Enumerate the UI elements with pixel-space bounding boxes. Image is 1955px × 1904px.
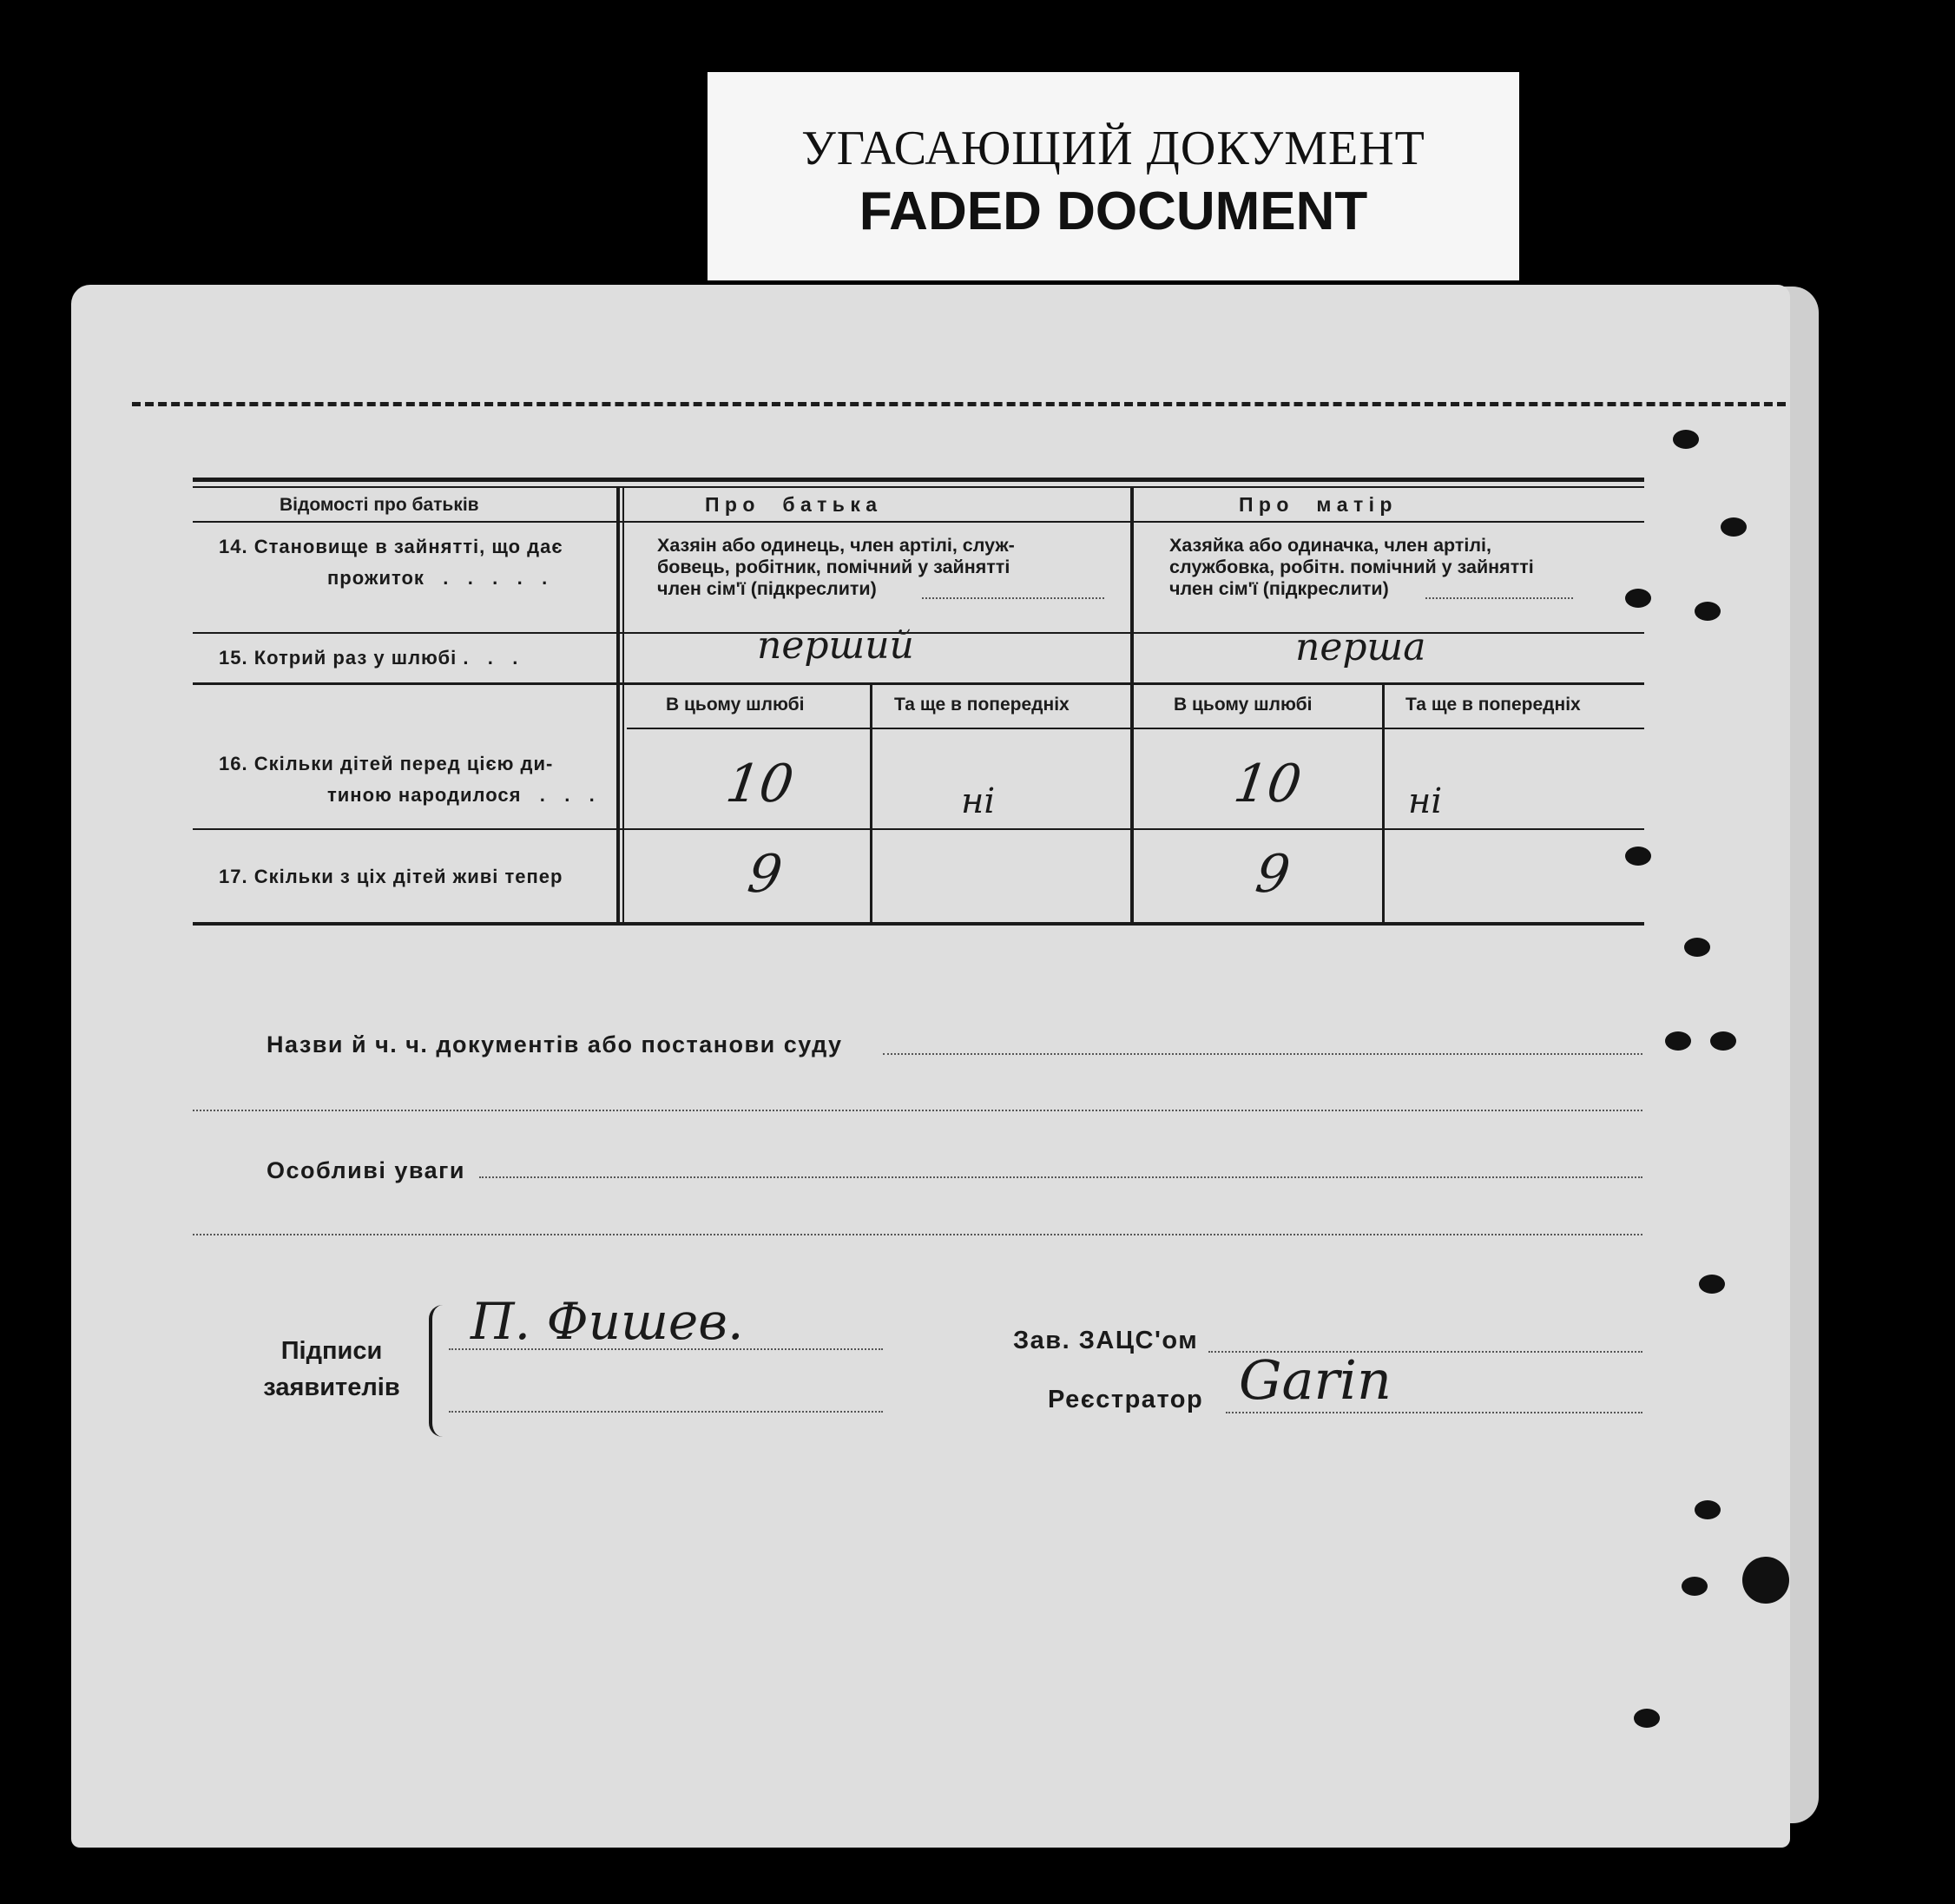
applicant-signature-line[interactable] <box>449 1411 883 1413</box>
table-rule <box>193 521 1644 523</box>
row14-father-line3: член сім'ї (підкреслити) <box>657 578 877 599</box>
table-border-top-inner <box>193 486 1644 488</box>
row16-father-this: 10 <box>722 754 798 814</box>
notes-fill-line[interactable] <box>479 1176 1642 1178</box>
punch-hole <box>1710 1031 1736 1051</box>
parents-info-table <box>193 478 1644 964</box>
applicants-signatures-label <box>245 1333 418 1406</box>
applicant-signature-line[interactable] <box>449 1348 883 1350</box>
row14-mother-line3: член сім'ї (підкреслити) <box>1169 578 1389 599</box>
punch-hole <box>1721 517 1747 537</box>
table-rule <box>193 632 1644 634</box>
row15-label: 15. Котрий раз у шлюбі . . . <box>219 647 519 669</box>
row14-father-line1: Хазяін або одинець, член артілі, служ- <box>657 535 1015 556</box>
table-border-bottom <box>193 922 1644 926</box>
row17-label: 17. Скільки з ціх дітей живі тепер <box>219 866 563 887</box>
label-english: FADED DOCUMENT <box>859 181 1368 241</box>
punch-hole <box>1695 602 1721 621</box>
row16-mother-previous: ні <box>1408 781 1443 821</box>
table-rule <box>193 828 1644 830</box>
document-page <box>71 285 1790 1848</box>
punch-hole <box>1634 1709 1660 1728</box>
table-rule <box>193 682 1644 685</box>
table-border-top <box>193 478 1644 482</box>
subheader-father-this-marriage: В цьому шлюбі <box>666 695 805 715</box>
header-father: П р о б а т ь к а <box>705 493 878 516</box>
notes-fill-line[interactable] <box>193 1234 1642 1235</box>
row15-father-value: перший <box>757 623 914 668</box>
punch-hole <box>1684 938 1710 957</box>
table-rule <box>627 728 1644 729</box>
faded-document-label <box>708 72 1519 280</box>
applicants-label-line2: заявителів <box>263 1374 400 1401</box>
documents-fill-line[interactable] <box>883 1053 1642 1055</box>
row15-mother-value: перша <box>1295 625 1426 669</box>
row16-father-previous: ні <box>961 781 996 821</box>
applicants-label-line1: Підписи <box>280 1337 383 1365</box>
row14-mother-line2: службовка, робітн. помічний у зайнятті <box>1169 557 1534 577</box>
row17-mother-this: 9 <box>1252 844 1294 905</box>
punch-hole <box>1673 430 1699 449</box>
punch-hole <box>1665 1031 1691 1051</box>
perforation-line <box>132 402 1786 406</box>
row16-label-line2: тиною народилося . . . <box>327 784 596 806</box>
registrar-signature: Garin <box>1239 1348 1392 1412</box>
punch-hole <box>1742 1557 1789 1604</box>
notes-label: Особливі уваги <box>267 1157 465 1183</box>
row16-mother-this: 10 <box>1230 754 1306 814</box>
fill-line <box>922 597 1104 599</box>
subheader-mother-this-marriage: В цьому шлюбі <box>1174 695 1313 715</box>
registrar-signature-line[interactable] <box>1226 1412 1642 1413</box>
punch-hole <box>1699 1275 1725 1294</box>
documents-label: Назви й ч. ч. документів або постанови суду <box>267 1031 843 1057</box>
head-zags-label: Зав. ЗАЦС'ом <box>1013 1327 1199 1354</box>
documents-fill-line[interactable] <box>193 1110 1642 1111</box>
table-col-divider <box>1382 682 1385 926</box>
signature-brace <box>429 1305 451 1437</box>
subheader-father-previous: Та ще в попередніх <box>894 695 1070 715</box>
table-col-divider <box>616 486 620 926</box>
row14-label-line1: 14. Становище в зайнятті, що дає <box>219 536 563 557</box>
table-col-divider <box>870 682 872 926</box>
fill-line <box>1425 597 1573 599</box>
label-russian: УГАСАЮЩИЙ ДОКУМЕНТ <box>801 122 1425 175</box>
row14-father-line2: бовець, робітник, помічний у зайнятті <box>657 557 1010 577</box>
header-parents-info: Відомості про батьків <box>280 495 479 515</box>
table-col-divider <box>622 486 624 926</box>
registrar-label: Реєстратор <box>1048 1386 1204 1413</box>
table-col-divider <box>1130 486 1134 926</box>
header-mother: П р о м а т і р <box>1239 493 1392 516</box>
subheader-mother-previous: Та ще в попередніх <box>1405 695 1581 715</box>
punch-hole <box>1695 1500 1721 1519</box>
punch-hole <box>1682 1577 1708 1596</box>
row17-father-this: 9 <box>744 844 787 905</box>
row14-mother-line1: Хазяйка або одиначка, член артілі, <box>1169 535 1492 556</box>
row16-label-line1: 16. Скільки дітей перед цією ди- <box>219 753 554 774</box>
row14-label-line2: прожиток . . . . . <box>327 567 549 589</box>
applicant-signature: П. Фишев. <box>471 1292 744 1351</box>
